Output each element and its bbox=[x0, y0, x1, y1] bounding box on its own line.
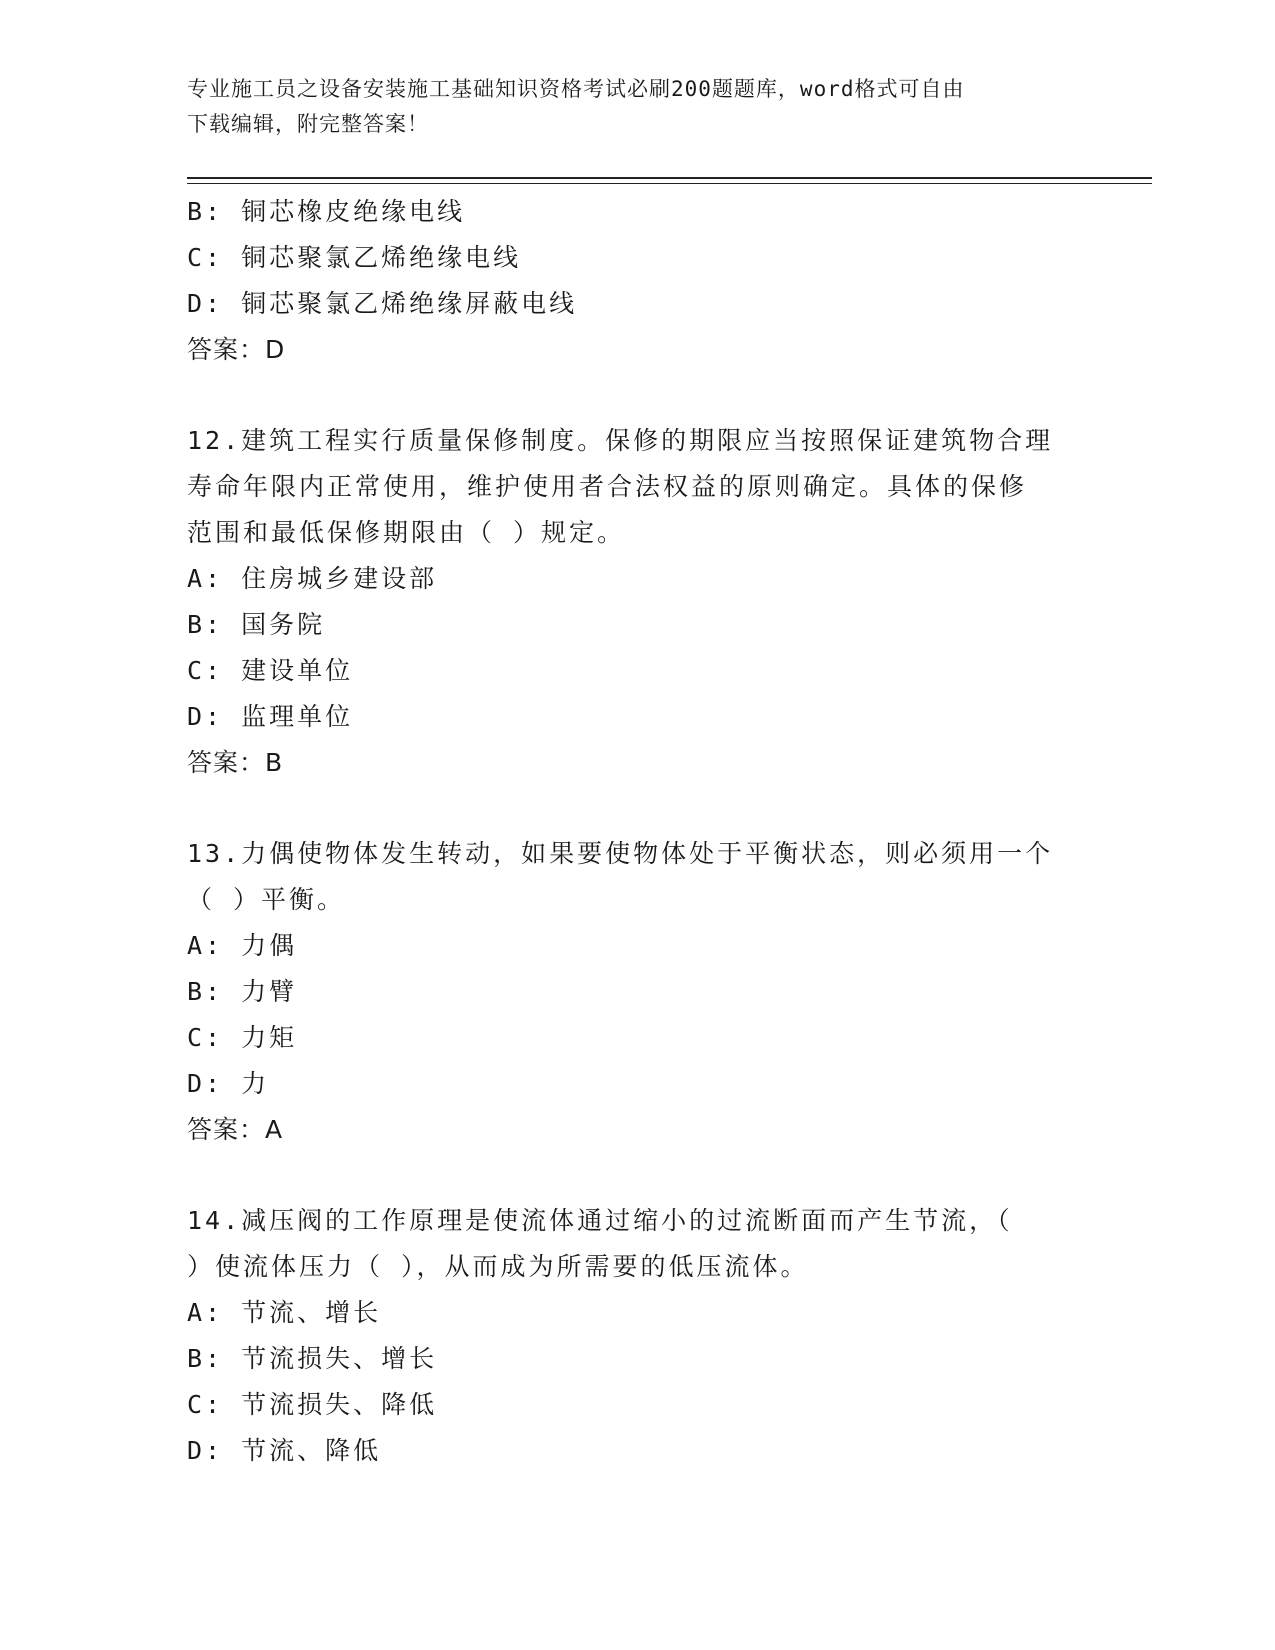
question-text-line: （ ）平衡。 bbox=[187, 885, 346, 914]
option-d: D: 力 bbox=[187, 1069, 270, 1098]
option-d: D: 节流、降低 bbox=[187, 1436, 382, 1465]
question-text-line: ）使流体压力（ ），从而成为所需要的低压流体。 bbox=[187, 1252, 809, 1281]
question-text-line: 14.减压阀的工作原理是使流体通过缩小的过流断面而产生节流，（ bbox=[187, 1206, 1013, 1235]
question-14 bbox=[187, 1198, 1087, 1474]
answer: 答案：B bbox=[187, 748, 284, 777]
option-c: C: 建设单位 bbox=[187, 656, 354, 685]
header-rule-thin bbox=[187, 183, 1152, 184]
option-b: B: 国务院 bbox=[187, 610, 326, 639]
question-13 bbox=[187, 831, 1087, 1153]
answer: 答案：D bbox=[187, 335, 286, 364]
option-d: D: 监理单位 bbox=[187, 702, 354, 731]
question-text-line: 12.建筑工程实行质量保修制度。保修的期限应当按照保证建筑物合理 bbox=[187, 426, 1054, 455]
option-c: C: 铜芯聚氯乙烯绝缘电线 bbox=[187, 243, 522, 272]
option-d: D: 铜芯聚氯乙烯绝缘屏蔽电线 bbox=[187, 289, 578, 318]
option-b: B: 力臂 bbox=[187, 977, 298, 1006]
header-rule-thick bbox=[187, 177, 1152, 179]
option-c: C: 力矩 bbox=[187, 1023, 298, 1052]
option-a: A: 力偶 bbox=[187, 931, 298, 960]
answer: 答案：A bbox=[187, 1115, 284, 1144]
option-b: B: 节流损失、增长 bbox=[187, 1344, 438, 1373]
question-list bbox=[187, 189, 1087, 1474]
option-a: A: 住房城乡建设部 bbox=[187, 564, 438, 593]
option-c: C: 节流损失、降低 bbox=[187, 1390, 438, 1419]
document-header bbox=[187, 72, 1067, 142]
header-line-2: 下载编辑，附完整答案！ bbox=[187, 112, 429, 136]
question-text-line: 13.力偶使物体发生转动，如果要使物体处于平衡状态，则必须用一个 bbox=[187, 839, 1054, 868]
question-11 bbox=[187, 189, 1087, 373]
question-12 bbox=[187, 418, 1087, 786]
header-line-1: 专业施工员之设备安装施工基础知识资格考试必刷200题题库，word格式可自由 bbox=[187, 77, 965, 101]
question-text-line: 范围和最低保修期限由（ ）规定。 bbox=[187, 518, 626, 547]
question-text-line: 寿命年限内正常使用，维护使用者合法权益的原则确定。具体的保修 bbox=[187, 472, 1028, 501]
option-b: B: 铜芯橡皮绝缘电线 bbox=[187, 197, 466, 226]
option-a: A: 节流、增长 bbox=[187, 1298, 382, 1327]
